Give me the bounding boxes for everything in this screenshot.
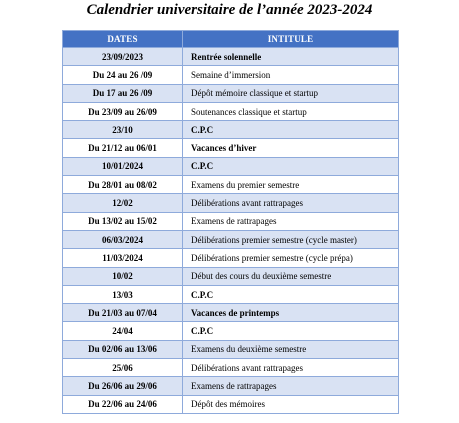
date-cell: 25/06	[63, 359, 183, 377]
table-row	[63, 304, 399, 322]
table-row	[63, 84, 399, 102]
intitule-cell: Examens de rattrapages	[183, 377, 399, 395]
table-row	[63, 395, 399, 413]
table-row	[63, 157, 399, 175]
intitule-cell: Début des cours du deuxième semestre	[183, 267, 399, 285]
intitule-cell: C.P.C	[183, 121, 399, 139]
intitule-cell: C.P.C	[183, 322, 399, 340]
intitule-cell: Examens du premier semestre	[183, 176, 399, 194]
table-body	[63, 48, 399, 414]
intitule-cell: Dépôt des mémoires	[183, 395, 399, 413]
intitule-cell: Semaine d’immersion	[183, 66, 399, 84]
date-cell: Du 22/06 au 24/06	[63, 395, 183, 413]
intitule-cell: Délibérations avant rattrapages	[183, 194, 399, 212]
date-cell: 11/03/2024	[63, 249, 183, 267]
date-cell: 10/01/2024	[63, 157, 183, 175]
date-cell: 12/02	[63, 194, 183, 212]
intitule-cell: Délibérations premier semestre (cycle master)	[183, 230, 399, 248]
date-cell: 10/02	[63, 267, 183, 285]
table-row	[63, 377, 399, 395]
date-cell: 23/09/2023	[63, 48, 183, 66]
table-row	[63, 212, 399, 230]
date-cell: Du 21/03 au 07/04	[63, 304, 183, 322]
intitule-cell: Examens du deuxième semestre	[183, 340, 399, 358]
table-row	[63, 285, 399, 303]
table-row	[63, 102, 399, 120]
intitule-cell: C.P.C	[183, 157, 399, 175]
table-row	[63, 249, 399, 267]
table-row	[63, 230, 399, 248]
date-cell: Du 21/12 au 06/01	[63, 139, 183, 157]
table-row	[63, 340, 399, 358]
table-row	[63, 48, 399, 66]
header-intitule: INTITULE	[183, 31, 399, 48]
calendar-table	[62, 30, 399, 414]
table-row	[63, 322, 399, 340]
date-cell: Du 24 au 26 /09	[63, 66, 183, 84]
date-cell: Du 28/01 au 08/02	[63, 176, 183, 194]
intitule-cell: C.P.C	[183, 285, 399, 303]
intitule-cell: Examens de rattrapages	[183, 212, 399, 230]
table-row	[63, 267, 399, 285]
intitule-cell: Délibérations avant rattrapages	[183, 359, 399, 377]
table-row	[63, 176, 399, 194]
date-cell: Du 17 au 26 /09	[63, 84, 183, 102]
table-row	[63, 359, 399, 377]
date-cell: Du 02/06 au 13/06	[63, 340, 183, 358]
date-cell: Du 23/09 au 26/09	[63, 102, 183, 120]
intitule-cell: Dépôt mémoire classique et startup	[183, 84, 399, 102]
page-title: Calendrier universitaire de l’année 2023-2024	[86, 2, 373, 18]
intitule-cell: Soutenances classique et startup	[183, 102, 399, 120]
intitule-cell: Rentrée solennelle	[183, 48, 399, 66]
date-cell: Du 26/06 au 29/06	[63, 377, 183, 395]
intitule-cell: Vacances de printemps	[183, 304, 399, 322]
date-cell: 23/10	[63, 121, 183, 139]
header-dates: DATES	[63, 31, 183, 48]
date-cell: Du 13/02 au 15/02	[63, 212, 183, 230]
table-row	[63, 66, 399, 84]
table-row	[63, 194, 399, 212]
date-cell: 06/03/2024	[63, 230, 183, 248]
intitule-cell: Délibérations premier semestre (cycle prépa)	[183, 249, 399, 267]
table-header-row	[63, 31, 399, 48]
date-cell: 13/03	[63, 285, 183, 303]
intitule-cell: Vacances d’hiver	[183, 139, 399, 157]
table-row	[63, 139, 399, 157]
table-row	[63, 121, 399, 139]
date-cell: 24/04	[63, 322, 183, 340]
